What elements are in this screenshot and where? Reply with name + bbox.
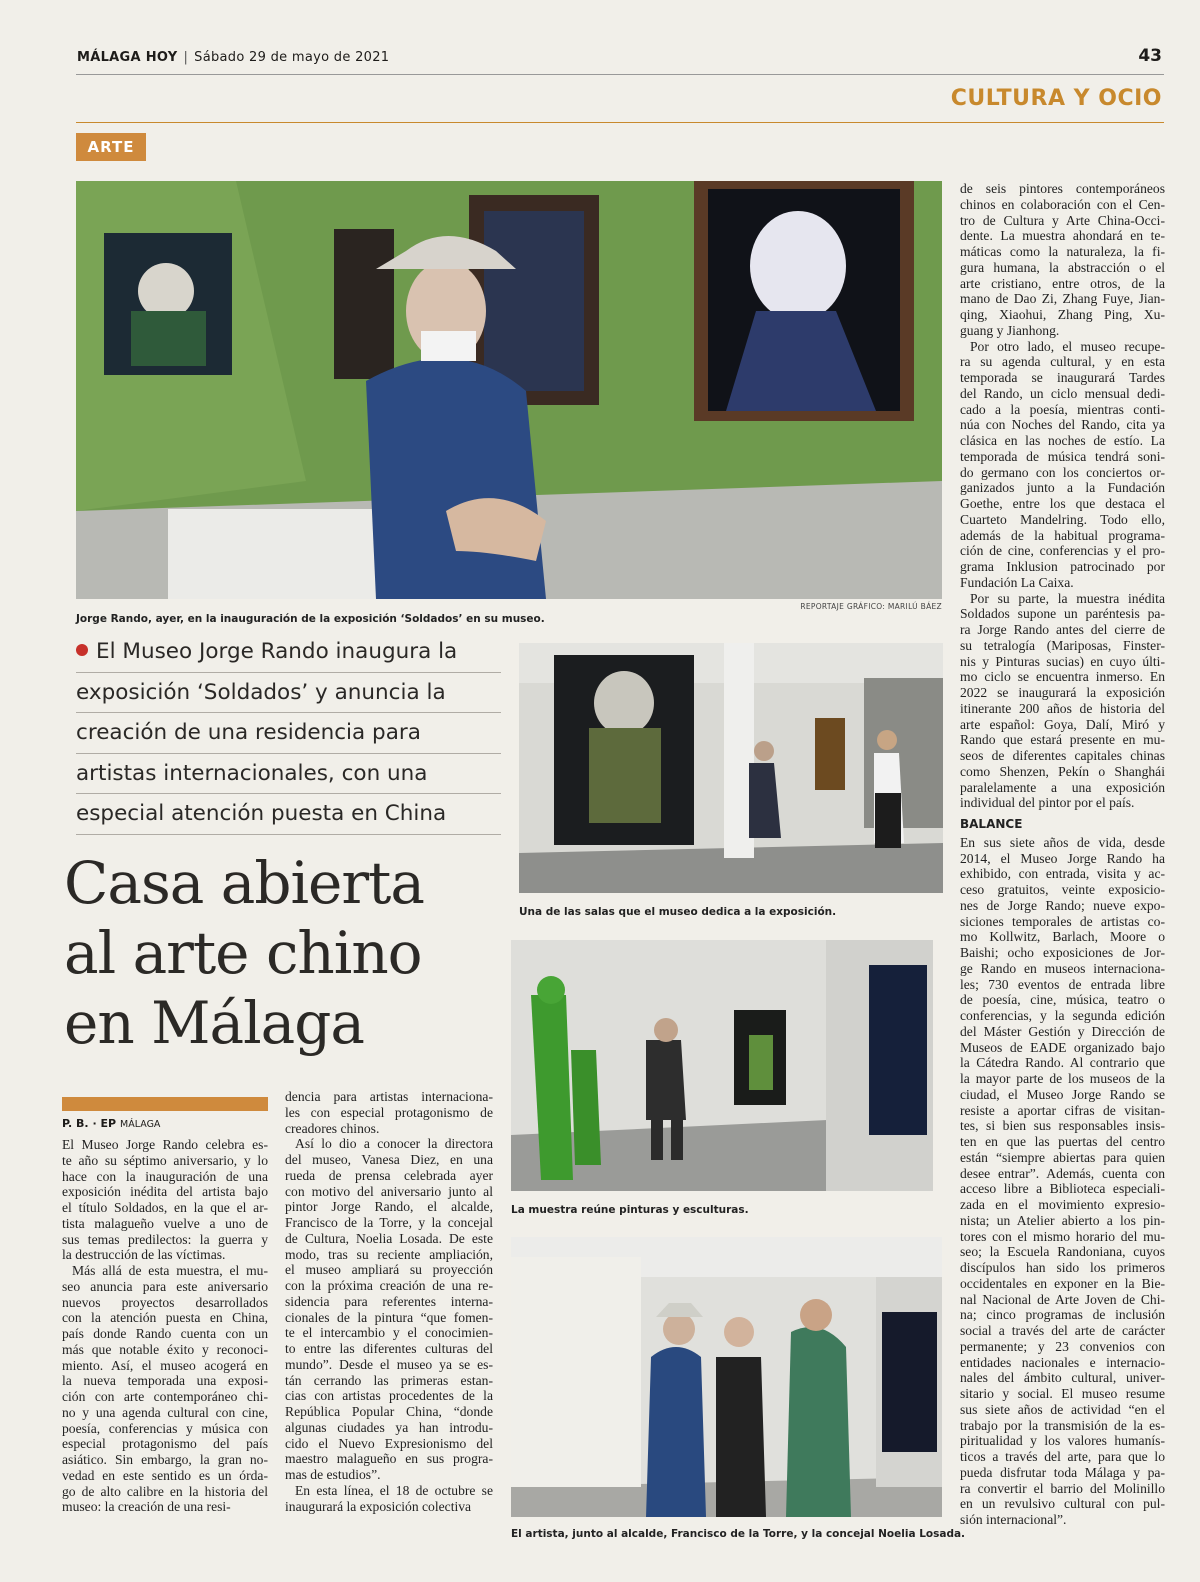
article-line: tes, si bien sus responsables insis- bbox=[960, 1118, 1165, 1134]
article-line: tista malagueño vuelve a uno de bbox=[62, 1215, 268, 1231]
article-line: como Shenzen, Pekín o Shanghái bbox=[960, 763, 1165, 779]
article-line: dente. La muestra ahondará en te- bbox=[960, 228, 1165, 244]
article-line: mo Kollwitz, Barlach, Moore o bbox=[960, 929, 1165, 945]
article-line: nales del ámbito cultural, univer- bbox=[960, 1370, 1165, 1386]
article-line: arte cristiano, entre otros, de la bbox=[960, 275, 1165, 291]
photo-caption: La muestra reúne pinturas y esculturas. bbox=[511, 1204, 749, 1216]
article-line: social a través del arte de carácter bbox=[960, 1323, 1165, 1338]
article-line: individual del pintor por el país. bbox=[960, 795, 1135, 811]
article-line: temporada de música tendrá soni- bbox=[960, 448, 1165, 464]
subheadline-line: El Museo Jorge Rando inaugura la bbox=[76, 632, 501, 673]
article-line: del museo, Vanesa Diez, en una bbox=[285, 1152, 493, 1167]
article-line: Soldados supone un paréntesis pa- bbox=[960, 606, 1165, 622]
photo-gallery-room bbox=[519, 643, 943, 893]
article-line: Por otro lado, el museo recupe- bbox=[970, 338, 1165, 354]
article-line: la nueva temporada una exposi- bbox=[62, 1373, 268, 1389]
photo-caption: El artista, junto al alcalde, Francisco de la Torre, y la concejal Noelia Losada. bbox=[511, 1528, 966, 1540]
article-column-3-part-1 bbox=[960, 181, 1165, 811]
article-line: con la próxima creación de una re- bbox=[285, 1278, 493, 1293]
article-line: además de la habitual programa- bbox=[960, 527, 1165, 543]
article-line: ción con arte contemporáneo chi- bbox=[62, 1389, 268, 1404]
article-line: mo ciclo se encuentra inmerso. En bbox=[960, 669, 1165, 685]
subheadline-line: exposición ‘Soldados’ y anuncia la bbox=[76, 673, 501, 714]
article-line: ceso gratuitos, veinte exposicio- bbox=[960, 882, 1165, 897]
article-line: arte español: Goya, Dalí, Miró y bbox=[960, 716, 1165, 732]
subheadline bbox=[76, 632, 501, 835]
article-line: ra su agenda cultural, y en esta bbox=[960, 354, 1165, 370]
headline-line: en Málaga bbox=[64, 989, 364, 1057]
article-line: itinerante 200 años de historia del bbox=[960, 700, 1165, 716]
article-line: el título Soldados, en la que el ar- bbox=[62, 1200, 268, 1215]
article-column-3 bbox=[960, 181, 1165, 1528]
article-line: están “siempre abiertas para quien bbox=[960, 1149, 1165, 1165]
article-line: nes de Jorge Rando; nueve expo- bbox=[960, 897, 1165, 913]
article-line: poesía, conferencias y música con bbox=[62, 1420, 268, 1436]
article-line: dencia para artistas internaciona- bbox=[285, 1089, 493, 1104]
article-line: chinos en colaboración con el Cen- bbox=[960, 196, 1165, 212]
masthead-separator: | bbox=[183, 50, 189, 65]
article-line: Así lo dio a conocer la directora bbox=[295, 1136, 493, 1152]
article-line: maestro malagueño en sus progra- bbox=[285, 1451, 493, 1467]
article-line: guang y Jianhong. bbox=[960, 322, 1060, 338]
article-line: les; 730 eventos de entrada libre bbox=[960, 976, 1165, 992]
article-line: sus siete años de actividad “en el bbox=[960, 1401, 1165, 1417]
article-line: nal Nacional de Arte Joven de Chi- bbox=[960, 1291, 1165, 1307]
article-line: la mayor parte de los museos de la bbox=[960, 1071, 1165, 1086]
article-line: museo: la creación de una resi- bbox=[62, 1499, 231, 1515]
article-line: del Máster Gestión y Dirección de bbox=[960, 1023, 1165, 1039]
article-line: Francisco de la Torre, y la concejal bbox=[285, 1215, 493, 1230]
photo-artist-mayor bbox=[511, 1237, 942, 1517]
article-line: En esta línea, el 18 de octubre se bbox=[295, 1482, 493, 1498]
article-line: seo anuncia para este aniversario bbox=[62, 1278, 268, 1294]
article-line: seos de diferentes capitales chinas bbox=[960, 748, 1165, 763]
article-line: 2022 se inaugurará la exposición bbox=[960, 685, 1165, 700]
article-line: mas de estudios”. bbox=[285, 1467, 381, 1482]
article-line: en un revulsivo cultural con pul- bbox=[960, 1496, 1165, 1512]
headline bbox=[64, 848, 504, 1058]
headline-line: Casa abierta bbox=[64, 849, 424, 917]
article-line: algunas ciudades ya han introdu- bbox=[285, 1419, 493, 1435]
article-line: 2014, el Museo Jorge Rando ha bbox=[960, 850, 1165, 866]
article-line: de Cultura, Noelia Losada. De este bbox=[285, 1230, 493, 1246]
section-rule bbox=[76, 122, 1164, 123]
article-line: Fundación La Caixa. bbox=[960, 574, 1074, 590]
article-line: cionales de la pintura “que fomen- bbox=[285, 1309, 493, 1325]
subheadline-line: especial atención puesta en China bbox=[76, 794, 501, 835]
article-line: Cuarteto Mandelring. Todo ello, bbox=[960, 511, 1165, 527]
article-line: exposición inédita del artista bajo bbox=[62, 1184, 268, 1200]
article-line: cado a la poesía, mientras conti- bbox=[960, 401, 1165, 417]
article-line: gura humana, la abstracción o el bbox=[960, 259, 1165, 275]
article-line: con motivo del aniversario junto al bbox=[285, 1183, 493, 1199]
page-number: 43 bbox=[1138, 46, 1162, 66]
article-line: Museos de EADE organizado bajo bbox=[960, 1039, 1165, 1055]
balance-heading: BALANCE bbox=[960, 817, 1023, 831]
article-line: del Rando, un ciclo mensual dedi- bbox=[960, 385, 1165, 401]
article-line: asiático. Sin embargo, la gran no- bbox=[62, 1452, 268, 1467]
article-line: paralelamente a una exposición bbox=[960, 779, 1165, 795]
masthead bbox=[77, 50, 389, 65]
article-line: de seis pintores contemporáneos bbox=[960, 181, 1165, 196]
article-column-1 bbox=[62, 1137, 268, 1515]
article-line: te año su séptimo aniversario, y lo bbox=[62, 1152, 268, 1168]
article-line: ten en que las puertas del centro bbox=[960, 1134, 1165, 1149]
article-line: seo; la Escuela Randoniana, cuyos bbox=[960, 1244, 1165, 1260]
article-line: la Cátedra Rando. Al contrario que bbox=[960, 1055, 1165, 1071]
article-line: mano de Dao Zi, Zhang Fuye, Jian- bbox=[960, 291, 1165, 307]
article-line: rueda de prensa celebrada ayer bbox=[285, 1167, 493, 1183]
article-line: occidentales en exponer en la Bie- bbox=[960, 1275, 1165, 1291]
article-line: sidencia para referentes interna- bbox=[285, 1293, 493, 1309]
article-line: conferencias, y la segunda edición bbox=[960, 1008, 1165, 1023]
article-line: do germano con los conciertos or- bbox=[960, 464, 1165, 480]
article-line: pintor Jorge Rando, el alcalde, bbox=[285, 1199, 493, 1215]
byline-place: MÁLAGA bbox=[120, 1119, 161, 1130]
article-line: cias con artistas procedentes de la bbox=[285, 1388, 493, 1404]
article-line: país donde Rando cuenta con un bbox=[62, 1326, 268, 1341]
article-line: tores con el mismo horario del mu- bbox=[960, 1228, 1165, 1244]
article-line: permanente; y 23 convenios con bbox=[960, 1338, 1165, 1354]
article-line: su tetralogía (Mariposas, Finster- bbox=[960, 637, 1165, 653]
article-line: mundo”. Desde el museo ya se es- bbox=[285, 1356, 493, 1372]
article-line: grama Inklusion patrocinado por bbox=[960, 559, 1165, 574]
article-line: desee entrar”. Además, cuenta con bbox=[960, 1165, 1165, 1181]
header-rule bbox=[76, 74, 1164, 75]
article-line: con la atención puesta en China, bbox=[62, 1310, 268, 1326]
subheadline-line: creación de una residencia para bbox=[76, 713, 501, 754]
article-line: Más allá de esta muestra, el mu- bbox=[72, 1263, 268, 1278]
article-line: ra convertir el barrio del Molinillo bbox=[960, 1480, 1165, 1496]
article-line: sitario y social. El museo resume bbox=[960, 1386, 1165, 1401]
article-line: En sus siete años de vida, desde bbox=[960, 834, 1165, 850]
article-line: inaugurará la exposición colectiva bbox=[285, 1498, 472, 1514]
article-line: creadores chinos. bbox=[285, 1120, 380, 1136]
article-line: to entre las diferentes culturas del bbox=[285, 1341, 493, 1356]
article-line: siciones temporales de artistas co- bbox=[960, 913, 1165, 929]
article-line: República Popular China, “donde bbox=[285, 1404, 493, 1419]
issue-date: Sábado 29 de mayo de 2021 bbox=[194, 50, 390, 65]
photo-caption: Una de las salas que el museo dedica a la exposición. bbox=[519, 906, 837, 918]
article-line: ra Jorge Rando antes del cierre de bbox=[960, 622, 1165, 637]
article-line: ganizados junto a la Fundación bbox=[960, 480, 1165, 496]
article-line: ticos a través del arte, para que lo bbox=[960, 1449, 1165, 1464]
article-line: Rando que estará presente en mu- bbox=[960, 732, 1165, 748]
article-line: nuevos proyectos desarrollados bbox=[62, 1294, 268, 1310]
article-line: no y una agenda cultural con cine, bbox=[62, 1404, 268, 1420]
section-tag: ARTE bbox=[76, 133, 146, 161]
subheadline-line: artistas internacionales, con una bbox=[76, 754, 501, 795]
article-line: acceso libre a Biblioteca especiali- bbox=[960, 1181, 1165, 1197]
bullet-icon bbox=[76, 644, 88, 656]
article-line: te el intercambio y el conocimien- bbox=[285, 1325, 493, 1341]
article-line: Goethe, entre los que destaca el bbox=[960, 496, 1165, 511]
article-line: trabajo por la transmisión de la es- bbox=[960, 1417, 1165, 1433]
article-line: especial protagonismo del país bbox=[62, 1436, 268, 1452]
article-line: go de alto calibre en la historia del bbox=[62, 1483, 268, 1499]
article-line: el museo ampliará su proyección bbox=[285, 1262, 493, 1278]
article-line: sus temas predilectos: la guerra y bbox=[62, 1231, 268, 1247]
article-line: resiste a aportar cifras de visitan- bbox=[960, 1102, 1165, 1118]
byline-bar bbox=[62, 1097, 268, 1111]
article-line: entidades nacionales e internacio- bbox=[960, 1354, 1165, 1370]
article-line: sión internacional”. bbox=[960, 1512, 1067, 1527]
paper-name: MÁLAGA HOY bbox=[77, 50, 178, 65]
article-column-3-part-2 bbox=[960, 835, 1165, 1528]
article-line: de poesía, cine, música, teatro o bbox=[960, 992, 1165, 1008]
article-line: na; cinco programas de inclusión bbox=[960, 1307, 1165, 1323]
article-line: vedad en este sentido es un órda- bbox=[62, 1467, 268, 1483]
article-line: núa con Noches del Rando, cita ya bbox=[960, 417, 1165, 433]
article-line: ciudad, el Museo Jorge Rando se bbox=[960, 1086, 1165, 1102]
article-line: les con especial protagonismo de bbox=[285, 1104, 493, 1120]
article-line: hace con la inauguración de una bbox=[62, 1168, 268, 1184]
article-line: temporada se inaugurará Tardes bbox=[960, 370, 1165, 385]
article-line: pueda disfrutar toda Málaga y pa- bbox=[960, 1464, 1165, 1480]
article-line: exhibido, con entrada, visita y ac- bbox=[960, 866, 1165, 882]
article-line: ge Rando en museos internaciona- bbox=[960, 960, 1165, 976]
article-column-2 bbox=[285, 1089, 493, 1514]
section-title: CULTURA Y OCIO bbox=[950, 86, 1162, 111]
article-line: piritualidad y los valores humanís- bbox=[960, 1433, 1165, 1449]
article-line: más que notable éxito y reconoci- bbox=[62, 1341, 268, 1357]
article-line: clásica en las noches de estío. La bbox=[960, 433, 1165, 448]
article-line: Por su parte, la muestra inédita bbox=[970, 590, 1165, 606]
photo-credit: REPORTAJE GRÁFICO: MARILÚ BÁEZ bbox=[800, 602, 942, 611]
byline-authors: P. B. · EP bbox=[62, 1117, 117, 1130]
article-line: cido el Nuevo Expresionismo del bbox=[285, 1435, 493, 1451]
article-line: miento. Así, el museo acogerá en bbox=[62, 1357, 268, 1373]
main-photo bbox=[76, 181, 942, 599]
article-line: nista; un Atelier abierto a los pin- bbox=[960, 1212, 1165, 1228]
article-line: El Museo Jorge Rando celebra es- bbox=[62, 1137, 268, 1152]
article-line: tán cerrando las primeras estan- bbox=[285, 1372, 493, 1388]
photo-sculptures bbox=[511, 940, 933, 1191]
main-photo-caption: Jorge Rando, ayer, en la inauguración de la exposición ‘Soldados’ en su museo. bbox=[76, 613, 545, 625]
article-line: máticas como la naturaleza, la fi- bbox=[960, 244, 1165, 259]
article-line: Baishi; ocho exposiciones de Jor- bbox=[960, 945, 1165, 960]
article-line: nis y Pinturas sucias) en cuyo últi- bbox=[960, 653, 1165, 669]
headline-line: al arte chino bbox=[64, 919, 422, 987]
article-line: tro de Cultura y Arte China-Occi- bbox=[960, 212, 1165, 228]
article-line: discípulos han sido los primeros bbox=[960, 1260, 1165, 1275]
article-line: qing, Xiaohui, Zhang Ping, Xu- bbox=[960, 307, 1165, 322]
article-line: ción de cine, conferencias y el pro- bbox=[960, 543, 1165, 559]
article-line: zada en el movimiento expresio- bbox=[960, 1197, 1165, 1212]
article-line: modo, tras su reciente ampliación, bbox=[285, 1246, 493, 1262]
byline bbox=[62, 1117, 160, 1130]
article-line: la destrucción de las víctimas. bbox=[62, 1247, 226, 1263]
